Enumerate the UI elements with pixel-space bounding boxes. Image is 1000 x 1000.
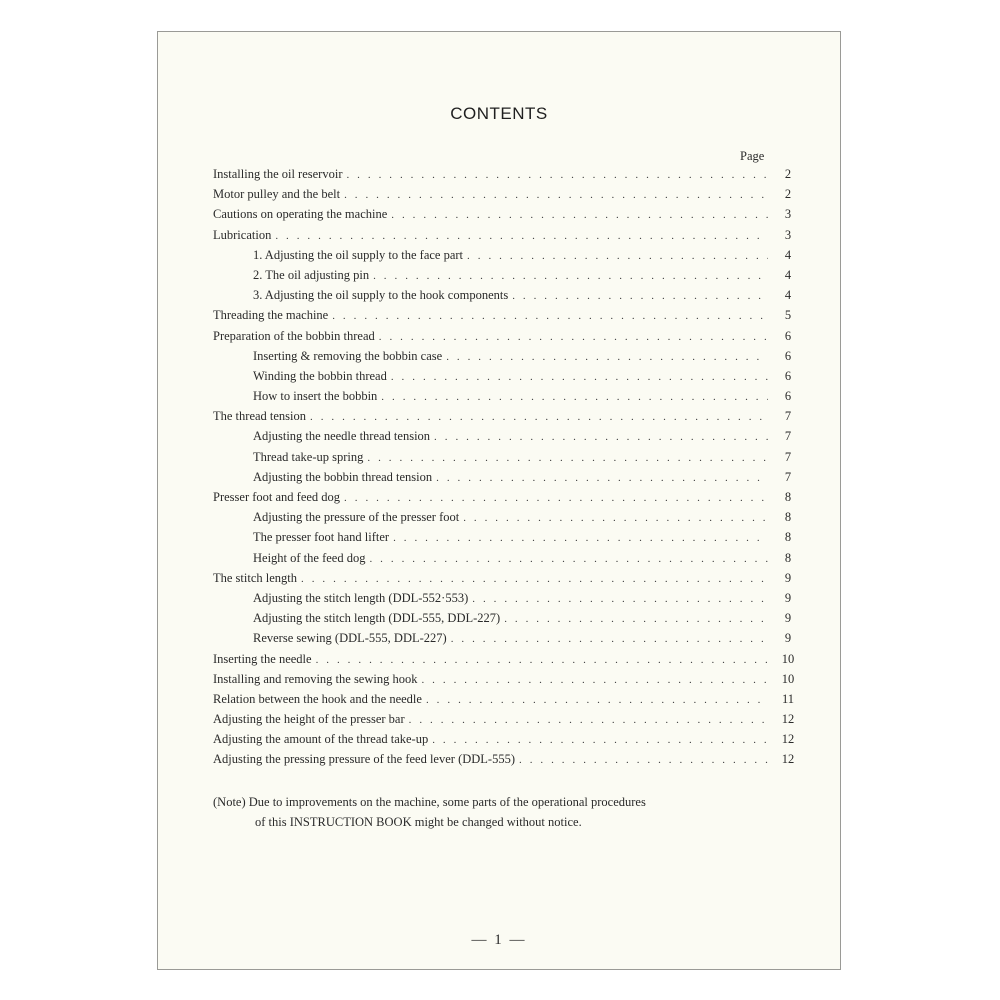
toc-entry-label: Thread take-up spring (253, 449, 364, 464)
toc-entry (213, 245, 792, 265)
toc-entry-label: Cautions on operating the machine (213, 207, 388, 222)
toc-entry-page: 7 (784, 409, 792, 424)
toc-entry (213, 346, 792, 366)
toc-leader-dots (379, 327, 768, 347)
toc-entry-page: 9 (784, 590, 792, 605)
toc-entry-label: Adjusting the height of the presser bar (213, 712, 405, 727)
toc-entry (213, 568, 792, 588)
toc-entry (213, 548, 792, 568)
toc-entry-label: Reverse sewing (DDL-555, DDL-227) (253, 631, 447, 646)
toc-entry-page: 2 (784, 187, 792, 202)
toc-entry-page: 8 (784, 550, 792, 565)
toc-entry-page: 7 (784, 469, 792, 484)
toc-entry-label: Adjusting the amount of the thread take-up (213, 732, 429, 747)
toc-leader-dots (344, 488, 768, 508)
toc-entry (213, 265, 792, 285)
toc-leader-dots (332, 306, 768, 326)
toc-leader-dots (391, 205, 768, 225)
toc-entry-label: Adjusting the pressure of the presser foot (253, 510, 460, 525)
toc-entry-page: 12 (781, 732, 795, 747)
toc-entry-page: 8 (784, 530, 792, 545)
toc-leader-dots (275, 226, 768, 246)
toc-entry-label: 1. Adjusting the oil supply to the face part (253, 247, 464, 262)
toc-leader-dots (316, 650, 768, 670)
toc-entry-label: Installing the oil reservoir (213, 167, 343, 181)
toc-entry-page: 4 (784, 267, 792, 282)
table-of-contents (213, 164, 795, 770)
toc-entry (213, 669, 795, 689)
toc-leader-dots (369, 549, 768, 569)
toc-entry-label: 3. Adjusting the oil supply to the hook components (253, 288, 509, 303)
toc-entry-page: 9 (784, 570, 792, 585)
toc-entry-page: 8 (784, 510, 792, 525)
note-line-2: of this INSTRUCTION BOOK might be changed without notice. (255, 815, 582, 829)
toc-leader-dots (310, 407, 768, 427)
toc-leader-dots (367, 448, 768, 468)
toc-entry (213, 225, 792, 245)
page-column-header: Page (740, 149, 765, 163)
toc-leader-dots (393, 528, 768, 548)
toc-entry-page: 4 (784, 247, 792, 262)
toc-entry-page: 6 (784, 348, 792, 363)
toc-leader-dots (426, 690, 768, 710)
toc-entry-label: Inserting the needle (213, 651, 312, 666)
toc-entry (213, 164, 792, 184)
toc-leader-dots (463, 508, 768, 528)
toc-entry (213, 507, 792, 527)
toc-leader-dots (467, 246, 768, 266)
toc-entry-page: 8 (784, 490, 792, 504)
toc-entry-label: Height of the feed dog (253, 550, 366, 565)
toc-leader-dots (446, 347, 768, 367)
toc-leader-dots (301, 569, 768, 589)
toc-entry (213, 326, 792, 346)
toc-entry (213, 709, 795, 729)
toc-entry (213, 729, 795, 749)
note-line-1: (Note) Due to improvements on the machine, some parts of the operational procedures (213, 795, 646, 809)
toc-entry (213, 749, 795, 769)
toc-leader-dots (432, 730, 768, 750)
toc-entry (213, 467, 792, 487)
toc-entry (213, 689, 795, 709)
toc-entry-page: 10 (781, 651, 795, 666)
note-paragraph (213, 792, 773, 832)
toc-leader-dots (381, 387, 768, 407)
toc-entry-page: 3 (784, 207, 792, 222)
toc-leader-dots (436, 468, 768, 488)
toc-entry-page: 9 (784, 611, 792, 626)
toc-entry-page: 11 (781, 691, 795, 706)
toc-entry (213, 527, 792, 547)
toc-entry-label: Installing and removing the sewing hook (213, 671, 418, 686)
toc-entry-label: Adjusting the bobbin thread tension (253, 469, 433, 484)
toc-entry-label: The thread tension (213, 409, 307, 424)
toc-entry-label: Adjusting the stitch length (DDL-555, DDL-227) (253, 611, 501, 626)
toc-entry (213, 305, 792, 325)
toc-entry-label: How to insert the bobbin (253, 389, 378, 404)
toc-leader-dots (519, 750, 768, 770)
toc-entry (213, 285, 792, 305)
toc-entry-page: 12 (781, 752, 795, 767)
toc-entry-label: Threading the machine (213, 308, 329, 323)
toc-entry (213, 608, 792, 628)
toc-entry-label: Motor pulley and the belt (213, 187, 341, 202)
toc-entry-page: 4 (784, 288, 792, 303)
toc-leader-dots (434, 427, 768, 447)
toc-entry-page: 7 (784, 449, 792, 464)
toc-leader-dots (391, 367, 768, 387)
toc-entry-page: 6 (784, 328, 792, 343)
toc-entry (213, 386, 792, 406)
toc-entry (213, 204, 792, 224)
toc-entry (213, 366, 792, 386)
toc-entry-page: 3 (784, 227, 792, 242)
toc-entry-label: Adjusting the stitch length (DDL-552·553) (253, 590, 469, 605)
toc-entry-label: Winding the bobbin thread (253, 368, 387, 383)
toc-entry-label: The presser foot hand lifter (253, 530, 390, 545)
toc-leader-dots (504, 609, 768, 629)
toc-entry-page: 9 (784, 631, 792, 646)
toc-entry (213, 447, 792, 467)
toc-entry-page: 2 (784, 167, 792, 181)
toc-leader-dots (344, 185, 768, 205)
toc-leader-dots (373, 266, 768, 286)
toc-entry-page: 6 (784, 368, 792, 383)
toc-entry-label: Inserting & removing the bobbin case (253, 348, 443, 363)
toc-entry-label: Lubrication (213, 227, 272, 242)
page-number: — 1 — (471, 932, 527, 948)
toc-entry-page: 7 (784, 429, 792, 444)
toc-entry (213, 628, 792, 648)
page-title: CONTENTS (450, 104, 548, 123)
toc-entry-label: The stitch length (213, 570, 298, 585)
toc-entry-page: 12 (781, 712, 795, 727)
toc-entry-label: Presser foot and feed dog (213, 490, 341, 504)
toc-leader-dots (472, 589, 768, 609)
toc-entry-label: Relation between the hook and the needle (213, 691, 422, 706)
toc-entry (213, 487, 792, 507)
toc-entry-page: 10 (781, 671, 795, 686)
toc-entry-label: Adjusting the needle thread tension (253, 429, 431, 444)
toc-entry-page: 5 (784, 308, 792, 323)
toc-leader-dots (512, 286, 768, 306)
document-page (157, 31, 841, 970)
toc-leader-dots (346, 165, 768, 185)
toc-entry-label: 2. The oil adjusting pin (253, 267, 370, 282)
toc-entry (213, 426, 792, 446)
toc-leader-dots (421, 670, 768, 690)
toc-leader-dots (409, 710, 768, 730)
toc-entry-label: Preparation of the bobbin thread (213, 328, 375, 343)
toc-entry (213, 184, 792, 204)
toc-entry (213, 406, 792, 426)
toc-entry-page: 6 (784, 389, 792, 404)
toc-leader-dots (451, 629, 768, 649)
toc-entry (213, 588, 792, 608)
toc-entry-label: Adjusting the pressing pressure of the feed lever (DDL-555) (213, 752, 515, 767)
toc-entry (213, 649, 795, 669)
